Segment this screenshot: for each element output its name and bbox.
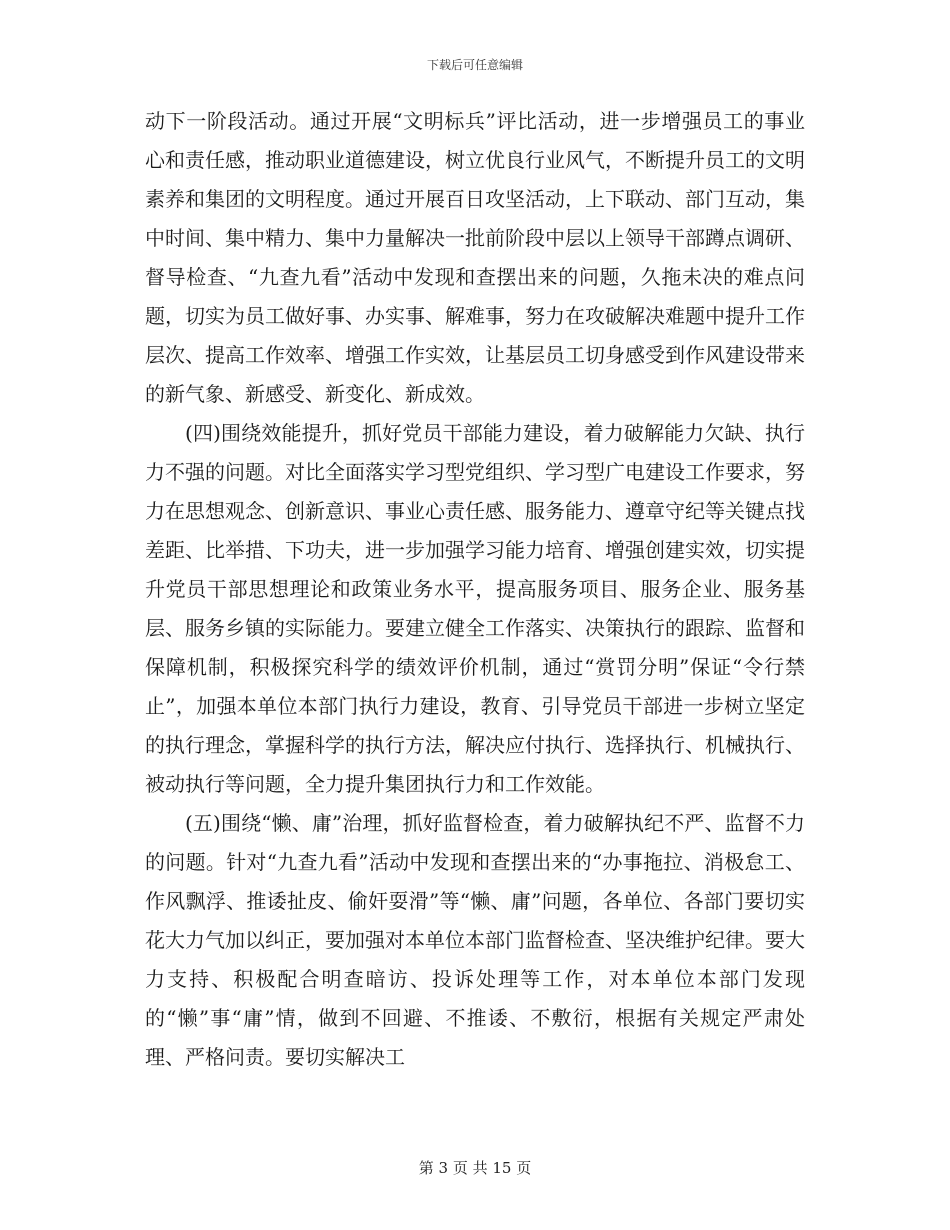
document-body: [145, 102, 805, 1077]
paragraph-section-5: (五)围绕“懒、庸”治理，抓好监督检查，着力破解执纪不严、监督不力的问题。针对“九查九看”活动中发现和查摆出来的“办事拖拉、消极怠工、作风飘浮、推诿扯皮、偷奸耍滑”等“懒、庸”问题，各单位、各部门要切实花大力气加以纠正，要加强对本单位本部门监督检查、坚决维护纪律。要大力支持、积极配合明查暗访、投诉处理等工作，对本单位本部门发现的“懒”事“庸”情，做到不回避、不推诿、不敷衍，根据有关规定严肃处理、严格问责。要切实解决工: [145, 811, 805, 1069]
paragraph-continuation: 动下一阶段活动。通过开展“文明标兵”评比活动，进一步增强员工的事业心和责任感，推动职业道德建设，树立优良行业风气，不断提升员工的文明素养和集团的文明程度。通过开展百日攻坚活动，上下联动、部门互动，集中时间、集中精力、集中力量解决一批前阶段中层以上领导干部蹲点调研、督导检查、“九查九看”活动中发现和查摆出来的问题，久拖未决的难点问题，切实为员工做好事、办实事、解难事，努力在攻破解决难题中提升工作层次、提高工作效率、增强工作实效，让基层员工切身感受到作风建设带来的新气象、新感受、新变化、新成效。: [145, 109, 805, 406]
page-footer: 第 3 页 共 15 页: [418, 1159, 532, 1177]
paragraph-section-4: (四)围绕效能提升，抓好党员干部能力建设，着力破解能力欠缺、执行力不强的问题。对比全面落实学习型党组织、学习型广电建设工作要求，努力在思想观念、创新意识、事业心责任感、服务能力、遵章守纪等关键点找差距、比举措、下功夫，进一步加强学习能力培育、增强创建实效，切实提升党员干部思想理论和政策业务水平，提高服务项目、服务企业、服务基层、服务乡镇的实际能力。要建立健全工作落实、决策执行的跟踪、监督和保障机制，积极探究科学的绩效评价机制，通过“赏罚分明”保证“令行禁止”，加强本单位本部门执行力建设，教育、引导党员干部进一步树立坚定的执行理念，掌握科学的执行方法，解决应付执行、选择执行、机械执行、被动执行等问题，全力提升集团执行力和工作效能。: [145, 421, 805, 796]
page-header: 下载后可任意编辑: [426, 58, 523, 72]
